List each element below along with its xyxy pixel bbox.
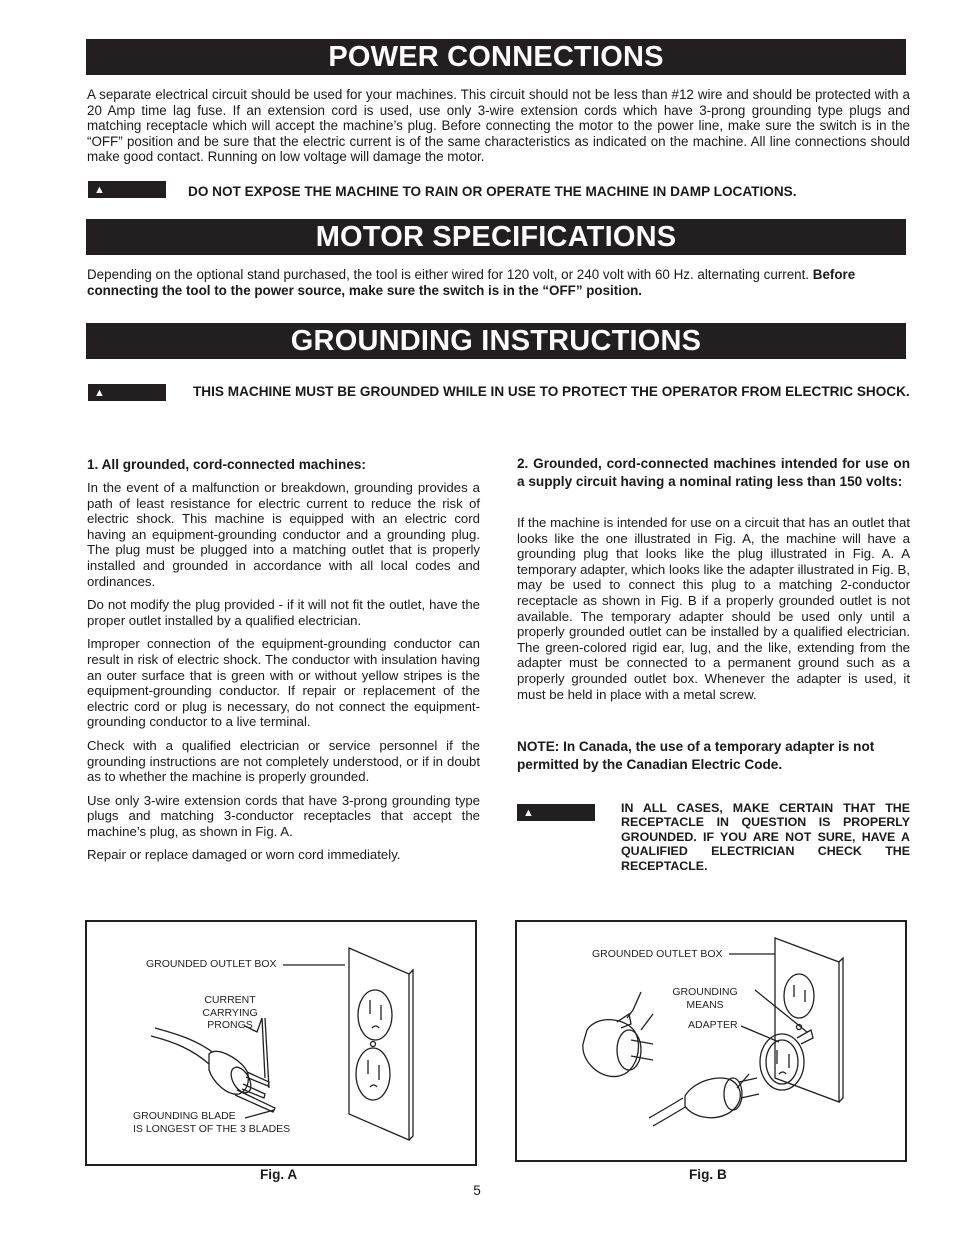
motor-body-bold: Before connecting the tool to the power source, make sure the switch is in the “OFF” position. — [87, 267, 856, 298]
right-column-heading: 2. Grounded, cord-connected machines intended for use on a supply circuit having a nominal rating less than 150 volts: — [517, 456, 910, 489]
right-paragraph: If the machine is intended for use on a circuit that has an outlet that looks like the one illustrated in Fig. A, the machine will have a grounding plug that looks like the plug illustrated in Fig. A. A temporary adapter, which looks like the adapter illustrated in Fig. B, may be used to connect this plug to a matching 2-conductor receptacle as shown in Fig. B if a properly grounded outlet is not available. The temporary adapter should be used only until a properly grounded outlet can be installed by a qualified electrician. The green-colored rigid ear, lug, and the like, extending from the adapter must be connected to a permanent ground such as a properly grounded outlet box. Whenever the adapter is used, it must be held in place with a metal screw. — [517, 515, 910, 702]
power-connections-body: A separate electrical circuit should be used for your machines. This circuit should not be less than #12 wire and should be protected with a 20 Amp time lag fuse. If an extension cord is used, use only 3-wire extension cords which have 3-prong grounding type plugs and matching receptacle which will accept the machine’s plug. Before connecting the motor to the power line, make sure the switch is in the “OFF” position and be sure that the electric current is of the same characteristics as indicated on the machine. All line connections should make good contact. Running on low voltage will damage the motor. — [87, 87, 910, 165]
danger-text-grounding: THIS MACHINE MUST BE GROUNDED WHILE IN USE TO PROTECT THE OPERATOR FROM ELECTRIC SHOCK. — [193, 384, 910, 399]
right-column-body — [517, 515, 910, 710]
danger-badge-label: DANGER — [523, 823, 576, 837]
label-grounded-outlet-box: GROUNDED OUTLET BOX — [592, 948, 723, 960]
label-line: GROUNDING — [672, 986, 738, 998]
label-current-carrying-prongs — [197, 994, 263, 1032]
power-connections-title: POWER CONNECTIONS — [86, 39, 906, 75]
danger-text-power: DO NOT EXPOSE THE MACHINE TO RAIN OR OPERATE THE MACHINE IN DAMP LOCATIONS. — [188, 184, 797, 199]
figure-b — [515, 920, 907, 1162]
figure-b-caption: Fig. B — [689, 1167, 727, 1182]
danger-badge-label: DANGER — [94, 403, 147, 417]
label-line: CURRENT — [204, 994, 256, 1006]
figure-a-caption: Fig. A — [260, 1167, 298, 1182]
motor-body-text: Depending on the optional stand purchased, the tool is either wired for 120 volt, or 240 volt with 60 Hz. alternating current. — [87, 267, 810, 282]
label-grounding-blade — [133, 1110, 290, 1135]
label-line: GROUNDING BLADE — [133, 1110, 236, 1122]
left-paragraph: Check with a qualified electrician or service personnel if the grounding instructions are not completely understood, or if in doubt as to whether the machine is properly grounded. — [87, 737, 480, 785]
figure-a — [85, 920, 477, 1166]
left-paragraph: Improper connection of the equipment-grounding conductor can result in risk of electric shock. The conductor with insulation having an outer surface that is green with or without yellow stripes is the equipment-grounding conductor. If repair or replacement of the electric cord or plug is necessary, do not connect the equipment-grounding conductor to a live terminal. — [87, 636, 480, 730]
warning-icon: ▲ — [523, 807, 534, 819]
left-paragraph: Repair or replace damaged or worn cord immediately. — [87, 847, 401, 863]
page-number: 5 — [473, 1183, 481, 1198]
warning-icon: ▲ — [94, 387, 105, 399]
left-column-body — [87, 480, 480, 871]
label-line: MEANS — [686, 998, 724, 1011]
left-paragraph: Use only 3-wire extension cords that have 3-prong grounding type plugs and matching 3-conductor receptacles that accept the machine’s plug, as shown in Fig. A. — [87, 792, 480, 839]
label-grounding-means — [667, 986, 743, 1011]
label-line: CARRYING — [202, 1006, 258, 1019]
danger-badge-label: DANGER — [94, 200, 147, 214]
danger-badge-power — [88, 181, 166, 214]
label-adapter: ADAPTER — [688, 1019, 738, 1031]
motor-specifications-title: MOTOR SPECIFICATIONS — [86, 219, 906, 255]
label-line: PRONGS — [207, 1019, 253, 1031]
grounding-instructions-title: GROUNDING INSTRUCTIONS — [86, 323, 906, 359]
left-column-heading: 1. All grounded, cord-connected machines: — [87, 457, 366, 472]
canada-note: NOTE: In Canada, the use of a temporary adapter is not permitted by the Canadian Electric Code. — [517, 739, 875, 772]
label-grounded-outlet-box: GROUNDED OUTLET BOX — [146, 958, 277, 970]
danger-badge-grounding — [88, 384, 166, 417]
label-line: IS LONGEST OF THE 3 BLADES — [133, 1122, 291, 1135]
motor-specifications-body — [87, 267, 910, 298]
danger-text-receptacle: IN ALL CASES, MAKE CERTAIN THAT THE RECEPTACLE IN QUESTION IS PROPERLY GROUNDED. IF YOU ARE NOT SURE, HAVE A QUALIFIED ELECTRICIAN CHECK THE RECEPTACLE. — [621, 801, 910, 873]
warning-icon: ▲ — [94, 184, 105, 196]
danger-badge-receptacle — [517, 804, 595, 837]
left-paragraph: Do not modify the plug provided - if it will not fit the outlet, have the proper outlet installed by a qualified electrician. — [87, 597, 480, 628]
left-paragraph: In the event of a malfunction or breakdown, grounding provides a path of least resistance for electric current to reduce the risk of electric shock. This machine is equipped with an electric cord having an equipment-grounding conductor and a grounding plug. The plug must be plugged into a matching outlet that is properly installed and grounded in accordance with all local codes and ordinances. — [87, 480, 480, 589]
